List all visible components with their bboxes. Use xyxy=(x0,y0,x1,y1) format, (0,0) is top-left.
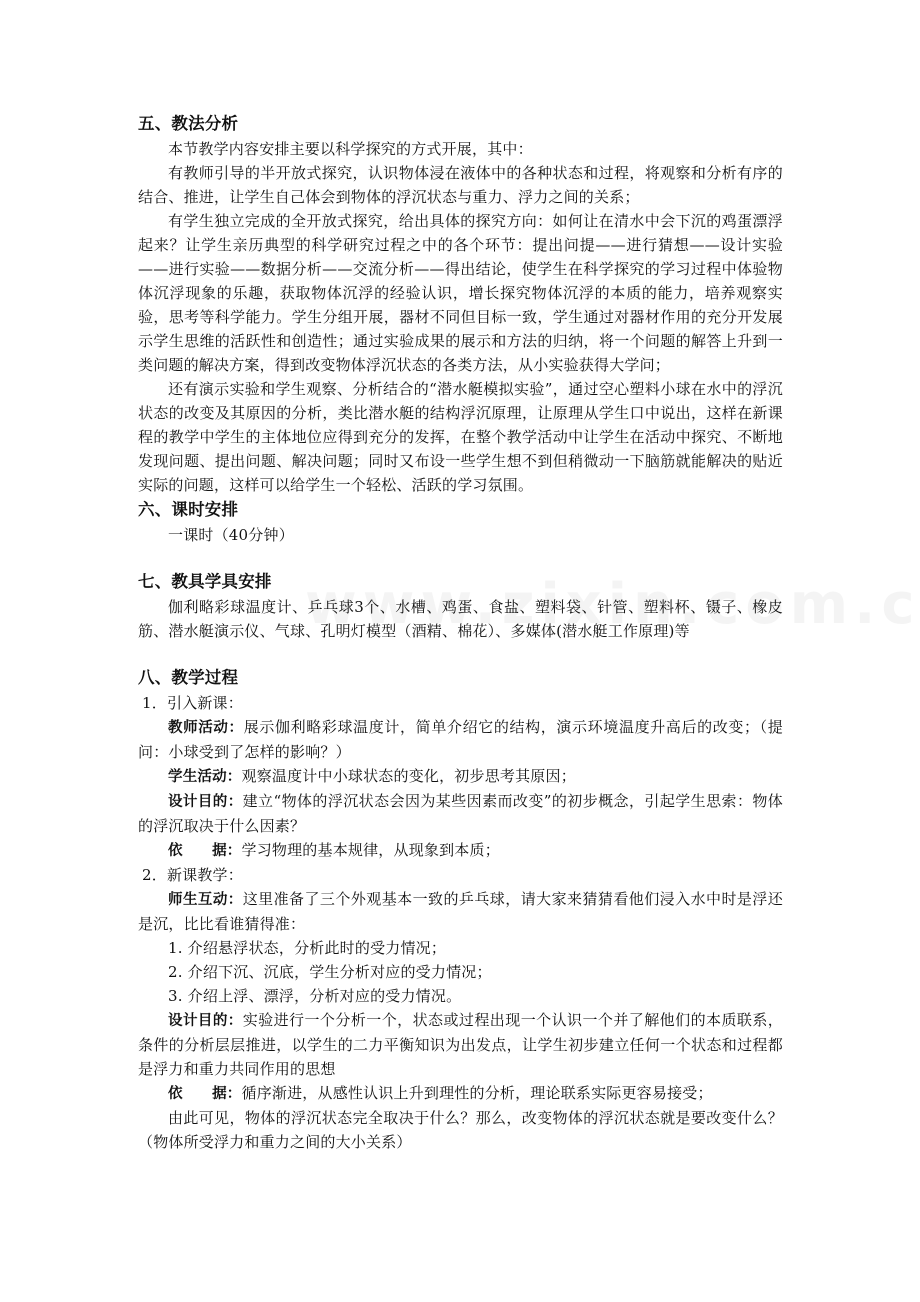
step-1-heading: 1．引入新课： xyxy=(142,694,243,712)
section-5-paragraph-3: 有学生独立完成的全开放式探究，给出具体的探究方向：如何让在清水中会下沉的鸡蛋漂浮起来？让学生亲历典型的科学研究过程之中的各个环节：提出问提——进行猜想——设计实验——进行实验——数据分析——交流分析——得出结论，使学生在科学探究的学习过程中体验物体沉浮现象的乐趣，获取物体沉浮的经验认识，增长探究物体沉浮的本质的能力，培养观察实验，思考等科学能力。学生分组开展，器材不同但目标一致，学生通过对器材作用的充分开发展示学生思维的活跃性和创造性；通过实验成果的展示和方法的归纳，将一个问题的解答上升到一类问题的解决方案，得到改变物体浮沉状态的各类方法，从小实验获得大学问； xyxy=(138,212,783,374)
section-6-title: 六、课时安排 xyxy=(138,500,239,519)
basis-2 xyxy=(138,1081,783,1106)
interaction-text: 这里准备了三个外观基本一致的乒乓球，请大家来猜猜看他们浸入水中时是浮还是沉，比比看谁猜得准： xyxy=(138,890,783,933)
student-activity xyxy=(138,764,783,789)
teacher-activity-label: 教师活动： xyxy=(168,720,244,736)
basis-1-label: 依 据： xyxy=(168,843,242,859)
design-purpose-2 xyxy=(138,1008,783,1081)
design-purpose-1 xyxy=(138,789,783,838)
section-5-paragraph-2: 有教师引导的半开放式探究，认识物体浸在液体中的各种状态和过程，将观察和分析有序的结合、推进，让学生自己体会到物体的浮沉状态与重力、浮力之间的关系； xyxy=(138,164,783,206)
basis-2-label: 依 据： xyxy=(168,1086,242,1102)
spacer xyxy=(138,547,783,569)
basis-1-text: 学习物理的基本规律，从现象到本质； xyxy=(241,841,500,859)
step-2-heading: 2．新课教学： xyxy=(142,866,243,884)
basis-2-text: 循序渐进，从感性认识上升到理性的分析，理论联系实际更容易接受； xyxy=(241,1084,713,1102)
section-5-title: 五、教法分析 xyxy=(138,114,239,133)
spacer xyxy=(138,643,783,665)
teacher-activity-text: 展示伽利略彩球温度计，简单介绍它的结构，演示环境温度升高后的改变；（提问：小球受到了怎样的影响？） xyxy=(138,718,783,761)
interaction-label: 师生互动： xyxy=(168,892,243,908)
student-activity-label: 学生活动： xyxy=(168,769,242,785)
conclusion-paragraph: 由此可见，物体的浮沉状态完全取决于什么？那么，改变物体的浮沉状态就是要改变什么？（物体所受浮力和重力之间的大小关系） xyxy=(138,1109,783,1151)
design-purpose-1-text: 建立“物体的浮沉状态会因为某些因素而改变”的初步概念，引起学生思索：物体的浮沉取决于什么因素？ xyxy=(138,792,783,835)
section-5-paragraph-4: 还有演示实验和学生观察、分析结合的“潜水艇模拟实验”，通过空心塑料小球在水中的浮沉状态的改变及其原因的分析，类比潜水艇的结构浮沉原理，让原理从学生口中说出，这样在新课程的教学中学生的主体地位应得到充分的发挥，在整个教学活动中让学生在活动中探究、不断地发现问题、提出问题、解决问题；同时又布设一些学生想不到但稍微动一下脑筋就能解决的贴近实际的问题，这样可以给学生一个轻松、活跃的学习氛围。 xyxy=(138,380,783,494)
design-purpose-2-text: 实验进行一个分析一个，状态或过程出现一个认识一个并了解他们的本质联系，条件的分析层层推进，以学生的二力平衡知识为出发点，让学生初步建立任何一个状态和过程都是浮力和重力共同作用的思想 xyxy=(138,1011,783,1078)
teacher-activity xyxy=(138,715,783,764)
section-6-paragraph: 一课时（40分钟） xyxy=(168,526,294,544)
section-7-paragraph: 伽利略彩球温度计、乒乓球3个、水槽、鸡蛋、食盐、塑料袋、针管、塑料杯、镊子、橡皮筋、潜水艇演示仪、气球、孔明灯模型（酒精、棉花）、多媒体(潜水艇工作原理)等 xyxy=(138,598,783,640)
student-activity-text: 观察温度计中小球状态的变化，初步思考其原因； xyxy=(241,767,576,785)
document-body xyxy=(138,111,783,1154)
list-item: 3. 介绍上浮、漂浮，分析对应的受力情况。 xyxy=(168,987,462,1005)
basis-1 xyxy=(138,838,783,863)
section-5-paragraph-1: 本节教学内容安排主要以科学探究的方式开展，其中： xyxy=(168,140,533,158)
design-purpose-2-label: 设计目的： xyxy=(168,1013,243,1029)
design-purpose-1-label: 设计目的： xyxy=(168,794,243,810)
list-item: 2. 介绍下沉、沉底，学生分析对应的受力情况； xyxy=(168,963,492,981)
section-7-title: 七、教具学具安排 xyxy=(138,572,272,591)
list-item: 1. 介绍悬浮状态，分析此时的受力情况； xyxy=(168,939,447,957)
section-8-title: 八、教学过程 xyxy=(138,668,239,687)
teacher-student-interaction xyxy=(138,887,783,936)
